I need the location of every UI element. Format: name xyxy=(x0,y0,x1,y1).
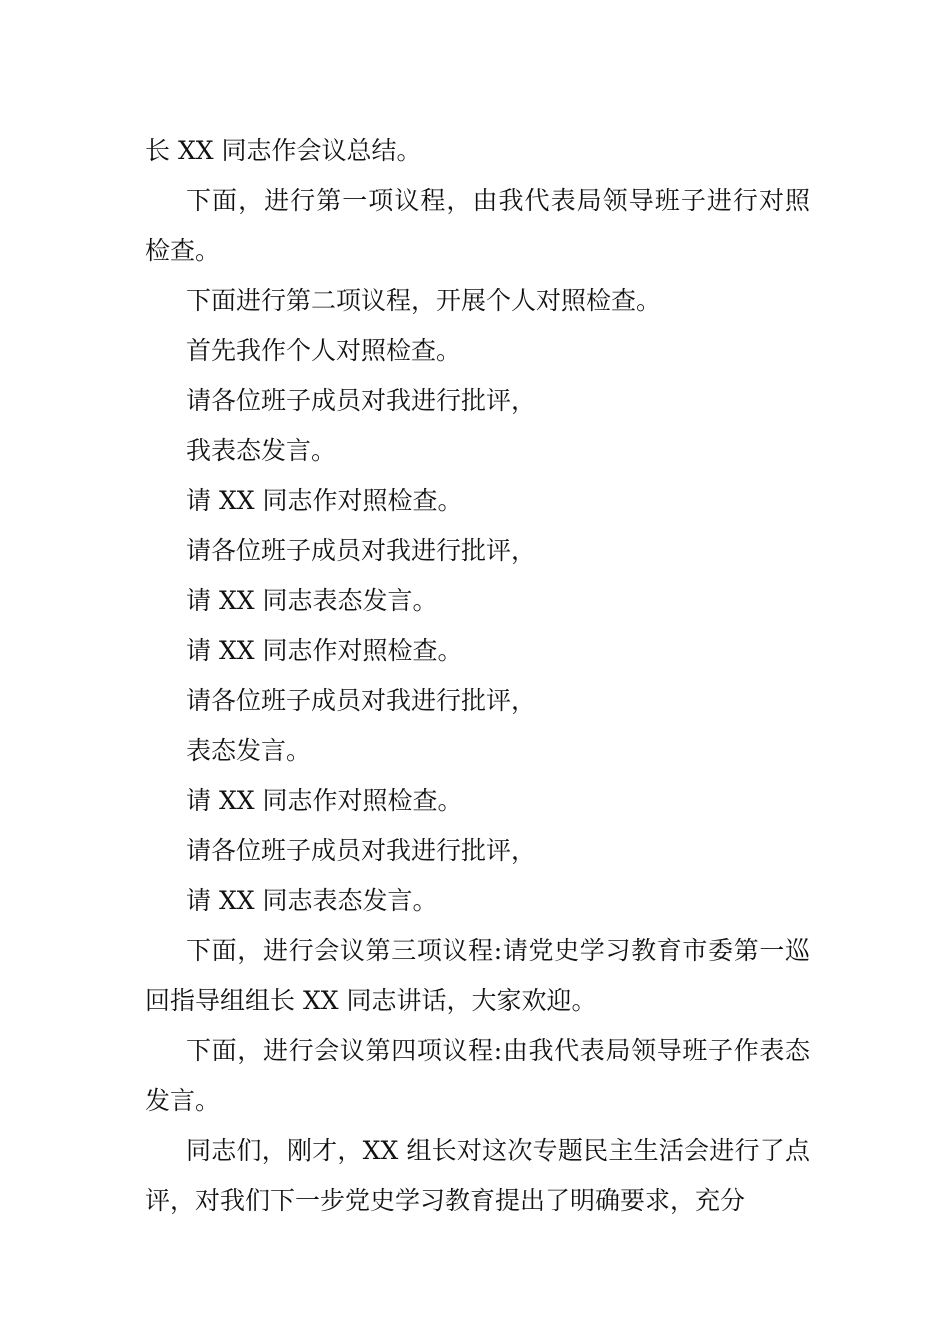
paragraph: 请各位班子成员对我进行批评， xyxy=(186,836,537,865)
paragraph: 请各位班子成员对我进行批评， xyxy=(186,536,537,565)
paragraph: 下面，进行会议第三项议程:请党史学习教育市委第一巡回指导组组长 XX 同志讲话，大家欢迎。 xyxy=(145,936,810,1015)
paragraph: 请各位班子成员对我进行批评， xyxy=(186,686,537,715)
paragraph: 下面，进行会议第四项议程:由我代表局领导班子作表态发言。 xyxy=(145,1036,810,1115)
paragraph: 请 XX 同志表态发言。 xyxy=(186,886,438,915)
paragraph: 我表态发言。 xyxy=(186,436,337,465)
paragraph: 请各位班子成员对我进行批评， xyxy=(186,386,537,415)
paragraph: 同志们，刚才，XX 组长对这次专题民主生活会进行了点评，对我们下一步党史学习教育提出了明确要求，充分 xyxy=(145,1136,810,1215)
paragraph: 下面进行第二项议程，开展个人对照检查。 xyxy=(186,286,662,315)
paragraph: 表态发言。 xyxy=(186,736,312,765)
paragraph: 下面，进行第一项议程，由我代表局领导班子进行对照检查。 xyxy=(145,186,810,265)
paragraph: 首先我作个人对照检查。 xyxy=(186,336,462,365)
document-body xyxy=(145,126,810,1226)
paragraph: 请 XX 同志作对照检查。 xyxy=(186,636,463,665)
paragraph: 请 XX 同志表态发言。 xyxy=(186,586,438,615)
paragraph: 长 XX 同志作会议总结。 xyxy=(145,136,422,165)
paragraph: 请 XX 同志作对照检查。 xyxy=(186,486,463,515)
paragraph: 请 XX 同志作对照检查。 xyxy=(186,786,463,815)
